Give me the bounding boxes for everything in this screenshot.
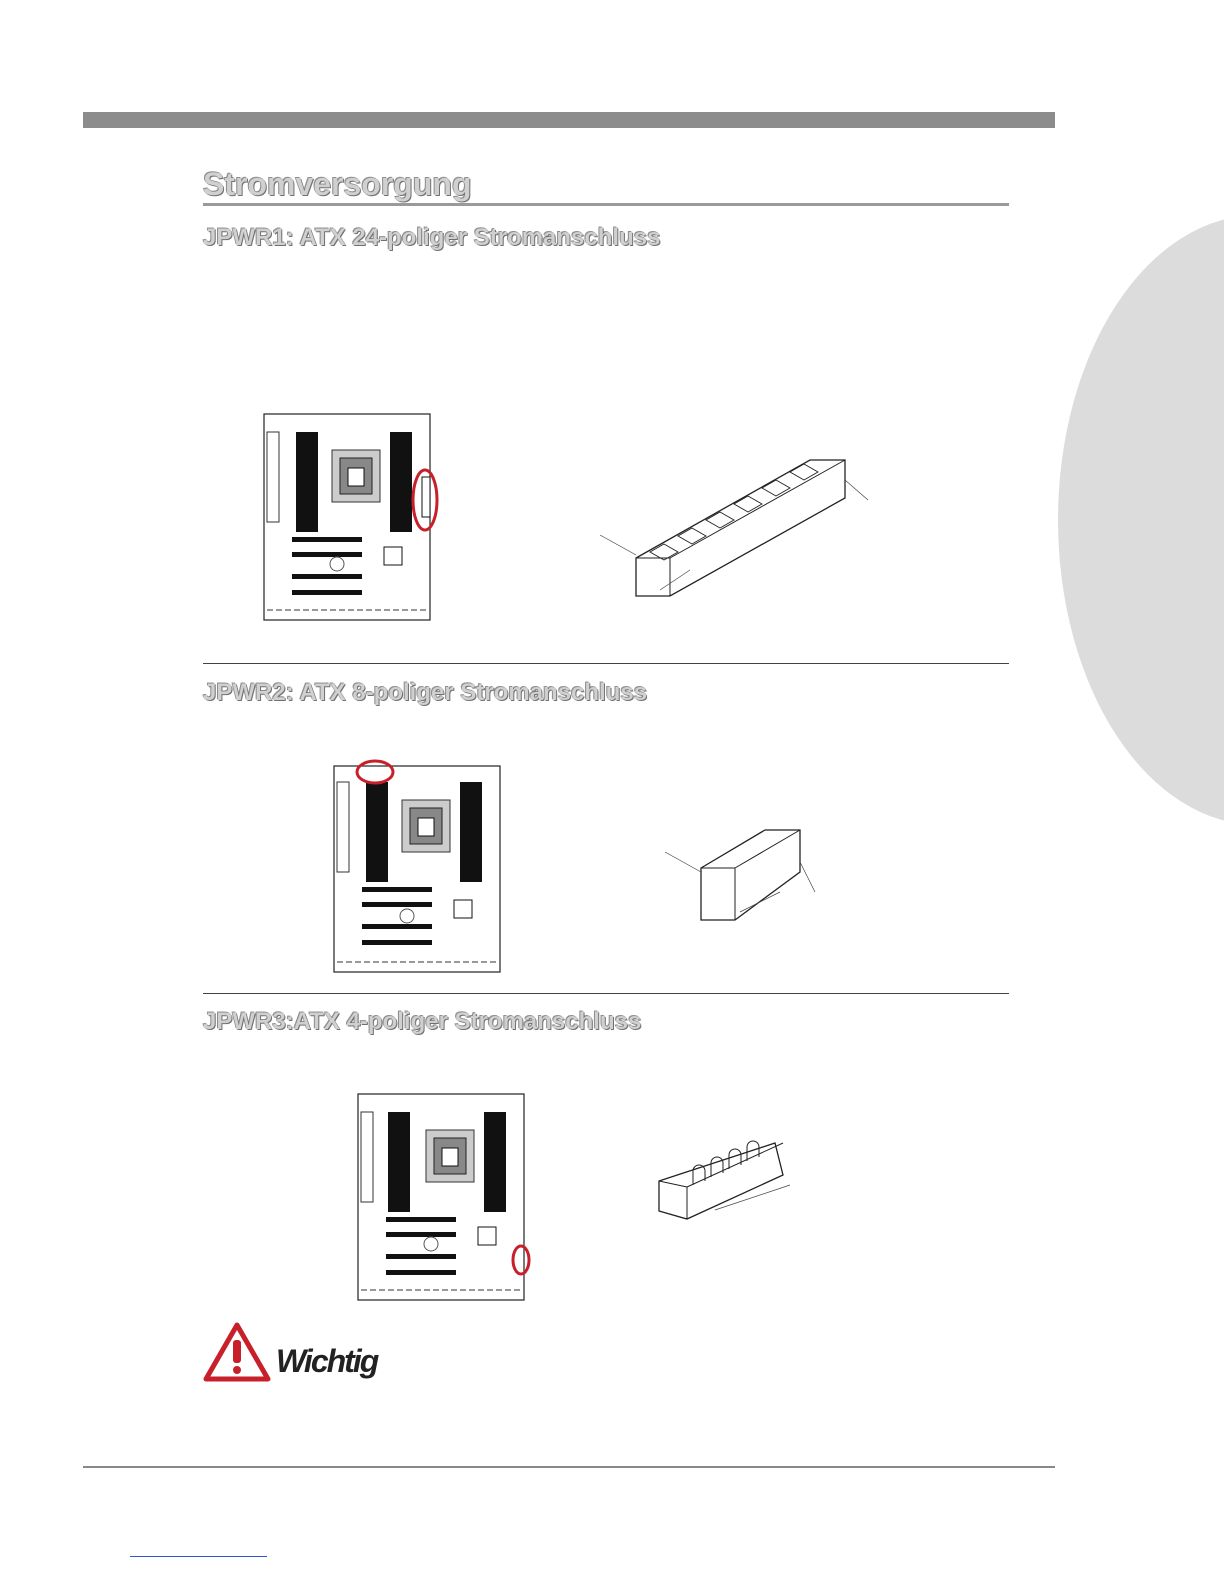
- header-bar: [83, 112, 1055, 128]
- footer-rule: [83, 1466, 1055, 1468]
- section-title: Stromversorgung: [203, 166, 472, 202]
- motherboard-diagram-jpwr2: [332, 762, 502, 974]
- notice-label: Wichtig: [276, 1343, 378, 1379]
- heading-jpwr2: JPWR2: ATX 8-poliger Stromanschluss: [203, 679, 648, 706]
- footer-link-underline[interactable]: [130, 1556, 267, 1557]
- chapter-side-tab: [1058, 215, 1224, 825]
- heading-jpwr3: JPWR3:ATX 4-poliger Stromanschluss: [203, 1008, 642, 1035]
- connector-diagram-4pin: [655, 1115, 800, 1230]
- warning-triangle-icon: [203, 1322, 271, 1382]
- motherboard-diagram-jpwr1: [262, 412, 432, 622]
- divider-2: [203, 993, 1009, 994]
- heading-jpwr1: JPWR1: ATX 24-poliger Stromanschluss: [203, 224, 661, 251]
- connector-diagram-8pin: [665, 822, 825, 927]
- connector-diagram-24pin: [600, 440, 880, 610]
- title-underline: [203, 203, 1009, 206]
- motherboard-diagram-jpwr3: [356, 1092, 528, 1304]
- divider-1: [203, 663, 1009, 664]
